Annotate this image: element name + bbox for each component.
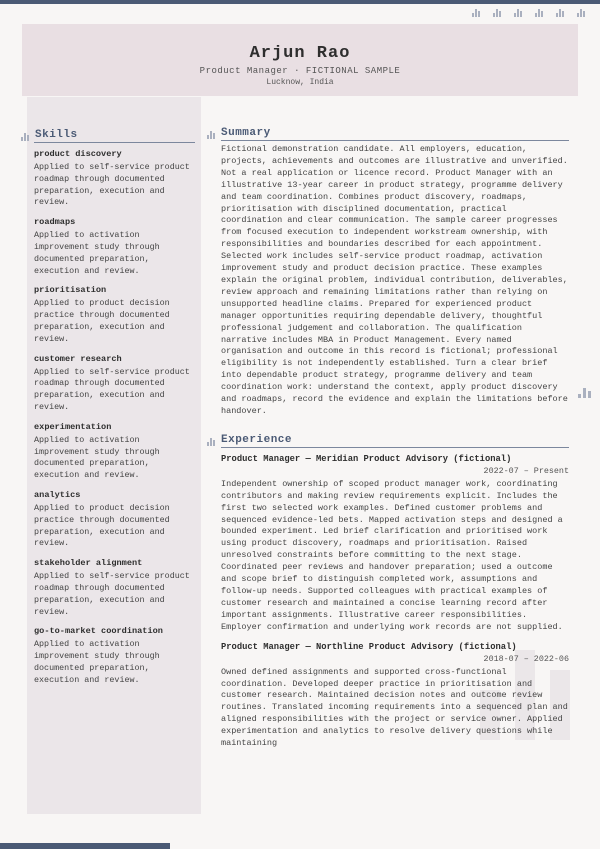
skill-description: Applied to self-service product roadmap through documented preparation, execution and review. [34, 162, 190, 208]
section-divider [34, 142, 195, 143]
job-entry [207, 642, 569, 750]
skill-description: Applied to activation improvement study through documented preparation, execution and review. [34, 230, 160, 276]
skill-name: prioritisation [34, 285, 107, 296]
skills-sidebar [27, 97, 201, 814]
resume-header [22, 24, 578, 96]
main-column [207, 127, 569, 750]
section-title: Skills [35, 129, 78, 141]
skills-heading [21, 129, 195, 141]
summary-heading [207, 127, 569, 139]
skill-name: go-to-market coordination [34, 626, 163, 637]
skill-item [34, 422, 195, 482]
job-title: Product Manager — Northline Product Advisory (fictional) [221, 641, 517, 652]
bar-chart-icon [493, 9, 503, 17]
skill-item [34, 490, 195, 550]
bar-chart-icon [207, 131, 217, 139]
candidate-subtitle: Product Manager · FICTIONAL SAMPLE [199, 66, 401, 76]
skill-name: customer research [34, 353, 122, 364]
skill-description: Applied to product decision practice through documented preparation, execution and review. [34, 298, 170, 344]
job-description: Owned defined assignments and supported cross-functional coordination. Developed deeper practice in prioritisation and customer research. Maintained decision notes and outcome review routines. Translated incoming requirements into a sequenced plan and aligned responsibilities with the project or service owner. Applied experimentation and analytics to resolve delivery questions while maintaining [221, 666, 568, 749]
skill-description: Applied to self-service product roadmap through documented preparation, execution and review. [34, 571, 190, 617]
top-accent-rule [0, 0, 600, 4]
bar-chart-icon [207, 438, 217, 446]
bar-chart-icon [535, 9, 545, 17]
skill-description: Applied to product decision practice through documented preparation, execution and review. [34, 502, 170, 549]
header-decoration [472, 9, 587, 17]
bar-chart-icon [514, 9, 524, 17]
skill-item [34, 558, 195, 618]
skill-name: experimentation [34, 421, 112, 432]
skill-description: Applied to activation improvement study through documented preparation, execution and review. [34, 639, 160, 685]
section-title: Experience [221, 433, 293, 446]
candidate-name: Arjun Rao [249, 44, 351, 63]
skill-name: stakeholder alignment [34, 558, 143, 569]
bottom-accent-rule [0, 843, 170, 849]
bar-chart-icon [21, 133, 31, 141]
side-decoration [578, 385, 592, 403]
skill-item [34, 285, 195, 345]
skill-description: Applied to activation improvement study through documented preparation, execution and review. [34, 434, 160, 481]
job-title: Product Manager — Meridian Product Advisory (fictional) [221, 453, 512, 464]
candidate-location: Lucknow, India [266, 78, 334, 87]
section-divider [221, 140, 569, 141]
bar-chart-icon [578, 388, 592, 398]
skill-name: roadmaps [34, 217, 76, 228]
skill-item [34, 354, 195, 414]
bar-chart-icon [472, 9, 482, 17]
summary-text: Fictional demonstration candidate. All employers, education, projects, achievements and outcomes are illustrative and unverified. Not a real application or licence record. Product Manager with an illustrative 13-year career in product strategy, programme delivery and team coordination. Combines product discovery, roadmaps, prioritisation with disciplined documentation, practical coordination and clear communication. The sample career progresses from focused execution to independent workstream ownership, with responsibilities and boundaries described for each appointment. Selected work includes self-service product roadmap, activation improvement study and product decision practice. These examples explain the original problem, individual contribution, deliverables, review approach and remaining limitations rather than relying on unsupported headline claims. Prepared for experienced product manager opportunities requiring dependable delivery, thoughtful professional judgement and collaboration. The qualification narrative includes MBA in Product Management. Every named organisation and outcome in this record is fictional; professional eligibility is not independently established. Turn a clear brief into dependable product strategy, programme delivery and team coordination work: understand the context, apply product discovery and roadmaps, record the evidence and explain the limitations before handover. [221, 144, 568, 416]
skill-description: Applied to self-service product roadmap through documented preparation, execution and review. [34, 366, 190, 412]
skill-name: analytics [34, 489, 81, 500]
job-dates: 2018-07 – 2022-06 [483, 653, 569, 664]
experience-heading [207, 434, 569, 446]
skill-item [34, 217, 195, 277]
section-divider [221, 447, 569, 448]
job-dates: 2022-07 – Present [483, 465, 569, 476]
section-title: Summary [221, 127, 271, 139]
job-description: Independent ownership of scoped product manager work, coordinating contributors and making review requirements explicit. Includes the first two selected work examples. Defined customer problems and sequenced evidence-led bets. Mapped activation steps and designed a bounded experiment. Led brief clarification and prioritised work using product discovery, roadmaps and prioritisation. Raised unresolved constraints before committing to the next stage. Coordinated peer reviews and handover preparation; used a outcome and scope brief to distinguish completed work, assumptions and follow-up needs. Supported colleagues with practical examples of customer research and maintained a concise learning record after important assignments. Illustrative career responsibilities. Employer confirmation and underlying work records are not supplied. [221, 478, 563, 632]
skill-item [34, 626, 195, 686]
skill-item [34, 149, 195, 209]
bar-chart-icon [577, 9, 587, 17]
skill-name: product discovery [34, 149, 122, 159]
bar-chart-icon [556, 9, 566, 17]
job-entry [207, 454, 569, 634]
